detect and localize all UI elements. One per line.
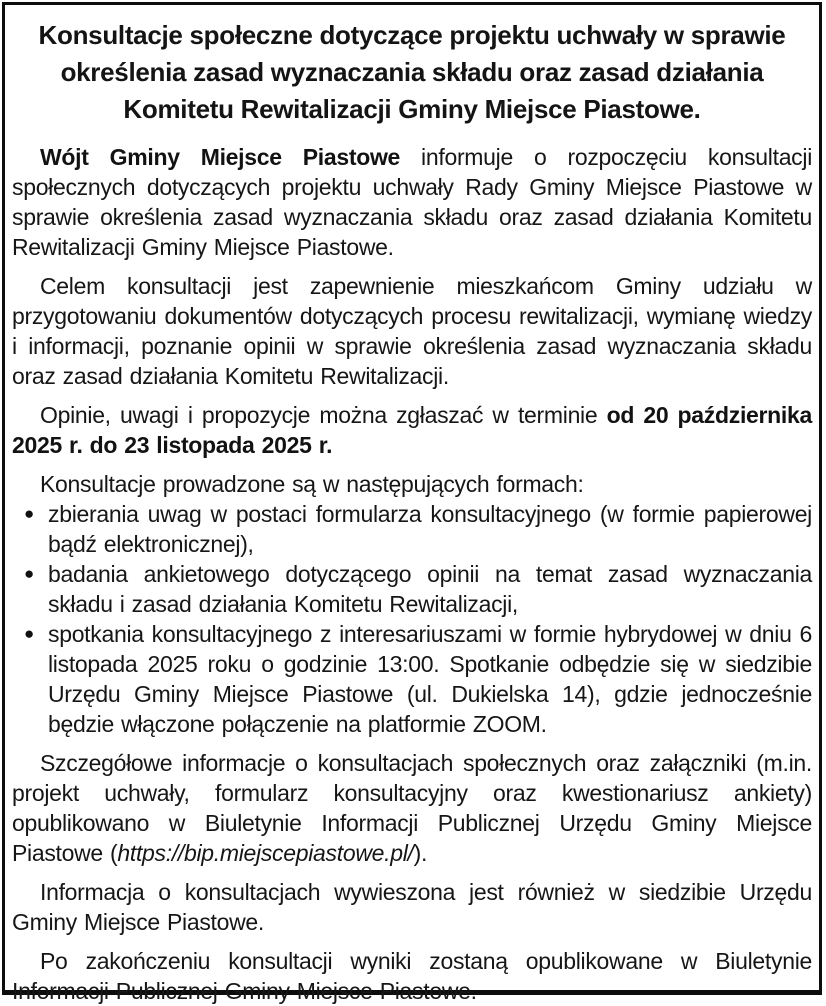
forms-intro-paragraph: Konsultacje prowadzone są w następujących formach: — [40, 471, 584, 497]
intro-bold-lead: Wójt Gminy Miejsce Piastowe — [40, 144, 401, 170]
bullet-icon: ● — [24, 624, 34, 643]
notice-title: Konsultacje społeczne dotyczące projektu uchwały w sprawie określenia zasad wyznaczania składu oraz zasad działania Komitetu Rewitalizacji Gminy Miejsce Piastowe. — [38, 20, 786, 124]
details-tail: ). — [413, 840, 428, 866]
forms-list — [12, 499, 812, 739]
intro-paragraph — [12, 142, 812, 262]
bullet-icon: ● — [24, 564, 34, 583]
deadline-lead: Opinie, uwagi i propozycje można zgłaszać w terminie — [40, 402, 607, 428]
list-item-meeting — [12, 619, 812, 739]
details-text: Szczegółowe informacje o konsultacjach społecznych oraz załączniki (m.in. projekt uchwały, formularz konsultacyjny oraz kwestionariusz ankiety) opublikowano w Biuletynie Informacji Publicznej Urzędu Gminy Miejsce Piastowe ( — [12, 750, 812, 866]
notice-box — [2, 2, 822, 1004]
list-item-text: spotkania konsultacyjnego z interesariuszami w formie hybrydowej w dniu 6 listopada 2025 roku o godzinie 13:00. Spotkanie odbędzie się w siedzibie Urzędu Gminy Miejsce Piastowe (ul. Dukielska 14), gdzie jednocześnie będzie włączone połączenie na platformie ZOOM. — [48, 621, 812, 737]
deadline-dates: od 20 października 2025 r. do 23 listopada 2025 r. — [12, 402, 813, 458]
list-item-text: badania ankietowego dotyczącego opinii na temat zasad wyznaczania składu i zasad działania Komitetu Rewitalizacji, — [48, 561, 812, 617]
details-paragraph — [12, 748, 812, 868]
intro-text: informuje o rozpoczęciu konsultacji społecznych dotyczących projektu uchwały Rady Gminy Miejsce Piastowe w sprawie określenia zasad wyznaczania składu oraz zasad działania Komitetu Rewitalizacji Gminy Miejsce Piastowe. — [12, 144, 813, 260]
posted-paragraph: Informacja o konsultacjach wywieszona jest również w siedzibie Urzędu Gminy Miejsce Piastowe. — [12, 879, 812, 935]
deadline-paragraph — [12, 400, 812, 460]
bullet-icon: ● — [24, 504, 34, 523]
list-item-text: zbierania uwag w postaci formularza konsultacyjnego (w formie papierowej bądź elektronicznej), — [48, 501, 812, 557]
results-paragraph: Po zakończeniu konsultacji wyniki zostaną opublikowane w Biuletynie Informacji Publicznej Gminy Miejsce Piastowe. — [12, 948, 812, 1004]
goal-paragraph: Celem konsultacji jest zapewnienie mieszkańcom Gminy udziału w przygotowaniu dokumentów dotyczących procesu rewitalizacji, wymianę wiedzy i informacji, poznanie opinii w sprawie określenia zasad wyznaczania składu oraz zasad działania Komitetu Rewitalizacji. — [12, 273, 812, 389]
bip-url: https://bip.miejscepiastowe.pl/ — [117, 840, 414, 866]
list-item-survey — [12, 559, 812, 619]
list-item-paper-form — [12, 499, 812, 559]
